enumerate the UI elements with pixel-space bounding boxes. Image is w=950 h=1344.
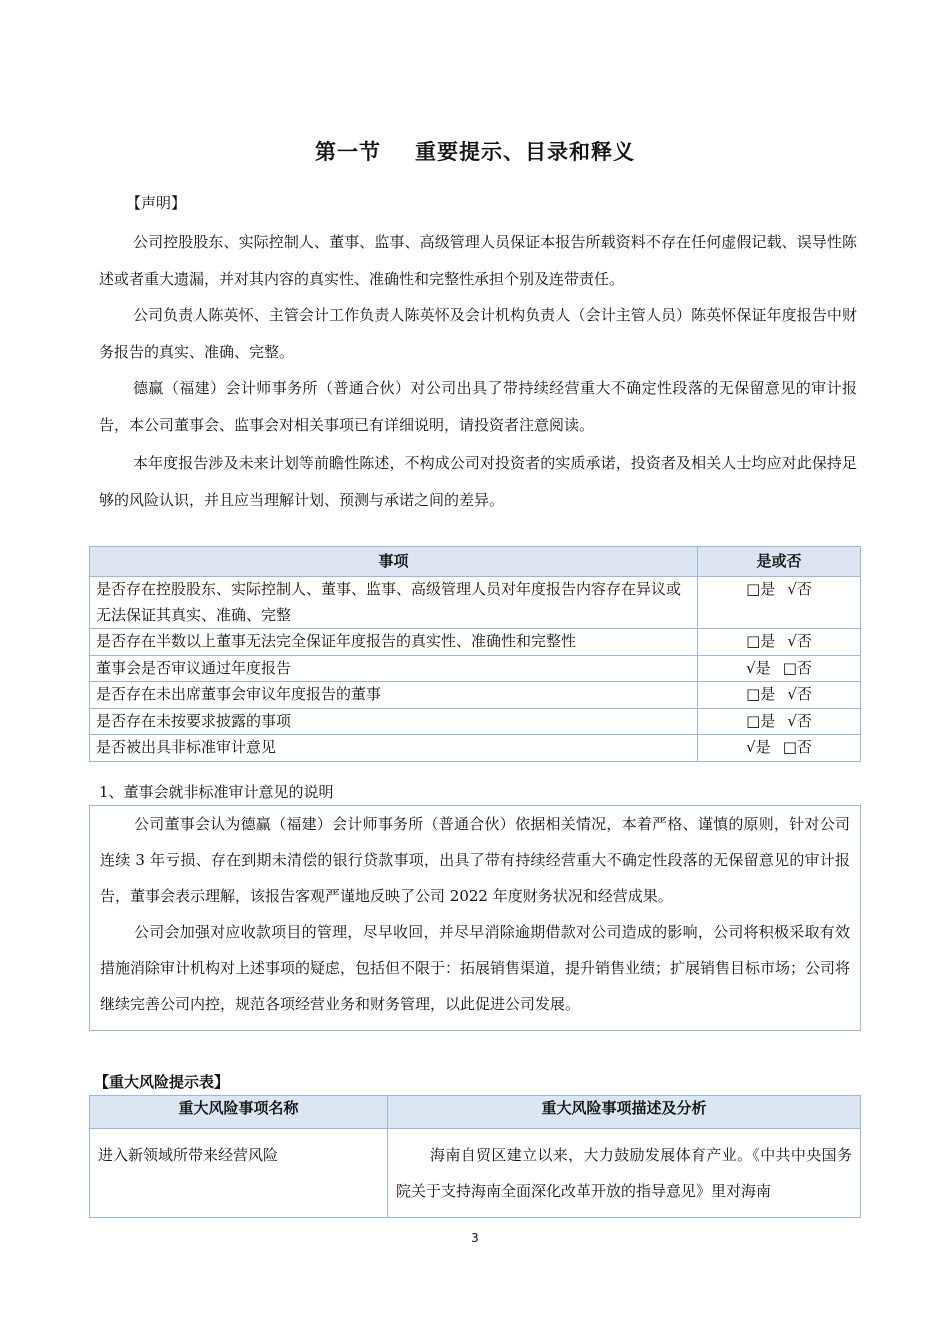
no-option: □否 (782, 738, 812, 756)
no-option: √否 (787, 685, 812, 703)
matter-item: 是否存在未按要求披露的事项 (90, 708, 698, 735)
no-option: √否 (787, 711, 812, 730)
explanation-paragraph: 公司会加强对应收款项目的管理，尽早收回，并尽早消除逾期借款对公司造成的影响，公司将积极采取有效措施消除审计机构对上述事项的疑虑，包括但不限于：拓展销售渠道，提升销售业绩；扩展销售目标市场；公司将继续完善公司内控，规范各项经营业务和财务管理，以此促进公司发展。 (100, 923, 851, 1013)
column-header-risk-description: 重大风险事项描述及分析 (388, 1096, 861, 1129)
statement-label: 【声明】 (126, 194, 187, 212)
yes-option: □是 (746, 632, 776, 650)
matter-item: 董事会是否审议通过年度报告 (90, 655, 698, 682)
explanation-paragraph: 公司董事会认为德赢（福建）会计师事务所（普通合伙）依据相关情况，本着严格、谨慎的原则，针对公司连续 3 年亏损、存在到期未清偿的银行贷款事项，出具了带有持续经营重大不确定性段落的无保留意见的审计报告，董事会表示理解，该报告客观严谨地反映了公司 2022 年度财务状况和经营成果。 (100, 815, 850, 905)
matter-item: 是否被出具非标准审计意见 (90, 735, 698, 762)
matter-answer (698, 735, 861, 762)
paragraph-guarantee: 公司控股股东、实际控制人、董事、监事、高级管理人员保证本报告所载资料不存在任何虚假记载、误导性陈述或者重大遗漏，并对其内容的真实性、准确性和完整性承担个别及连带责任。 (99, 233, 857, 288)
paragraph-responsible-persons: 公司负责人陈英怀、主管会计工作负责人陈英怀及会计机构负责人（会计主管人员）陈英怀保证年度报告中财务报告的真实、准确、完整。 (99, 306, 857, 361)
table-row (90, 629, 861, 656)
table-row (90, 682, 861, 709)
risk-name: 进入新领域所带来经营风险 (90, 1129, 388, 1218)
yes-option: √是 (746, 738, 771, 756)
table-row (90, 577, 861, 629)
matters-table (89, 546, 861, 762)
matter-answer (698, 708, 861, 735)
matter-item: 是否存在未出席董事会审议年度报告的董事 (90, 682, 698, 709)
table-header-row (90, 547, 861, 577)
page-number: 3 (471, 1231, 479, 1245)
column-header-risk-name: 重大风险事项名称 (90, 1096, 388, 1129)
section-title-audit-opinion: 1、董事会就非标准审计意见的说明 (99, 783, 334, 801)
table-row (90, 708, 861, 735)
yes-option: √是 (746, 658, 771, 677)
matter-item: 是否存在半数以上董事无法完全保证年度报告的真实性、准确性和完整性 (90, 629, 698, 656)
matter-item: 是否存在控股股东、实际控制人、董事、监事、高级管理人员对年度报告内容存在异议或无法保证其真实、准确、完整 (90, 577, 698, 629)
yes-option: □是 (746, 580, 776, 598)
table-row (90, 655, 861, 682)
table-row (90, 735, 861, 762)
yes-option: □是 (746, 685, 776, 703)
no-option: □否 (782, 658, 812, 677)
paragraph-forward-looking: 本年度报告涉及未来计划等前瞻性陈述，不构成公司对投资者的实质承诺，投资者及相关人士均应对此保持足够的风险认识，并且应当理解计划、预测与承诺之间的差异。 (99, 454, 857, 509)
matter-answer (698, 682, 861, 709)
yes-option: □是 (746, 711, 776, 730)
matter-answer (698, 655, 861, 682)
no-option: √否 (787, 580, 812, 598)
paragraph-auditor: 德赢（福建）会计师事务所（普通合伙）对公司出具了带持续经营重大不确定性段落的无保留意见的审计报告，本公司董事会、监事会对相关事项已有详细说明，请投资者注意阅读。 (99, 379, 857, 434)
column-header-item: 事项 (90, 547, 698, 577)
column-header-yes-no: 是或否 (698, 547, 861, 577)
audit-opinion-explanation-box (89, 805, 861, 1031)
matter-answer (698, 577, 861, 629)
page-title (0, 136, 950, 166)
matter-answer (698, 629, 861, 656)
table-row (90, 1129, 861, 1218)
section-heading: 重要提示、目录和释义 (415, 140, 635, 164)
risk-table-heading: 【重大风险提示表】 (94, 1073, 230, 1091)
table-header-row (90, 1096, 861, 1129)
risk-table (89, 1095, 861, 1218)
section-number: 第一节 (315, 140, 381, 164)
no-option: √否 (787, 632, 812, 650)
risk-description: 海南自贸区建立以来，大力鼓励发展体育产业。《中共中央国务院关于支持海南全面深化改革开放的指导意见》里对海南 (388, 1129, 861, 1218)
